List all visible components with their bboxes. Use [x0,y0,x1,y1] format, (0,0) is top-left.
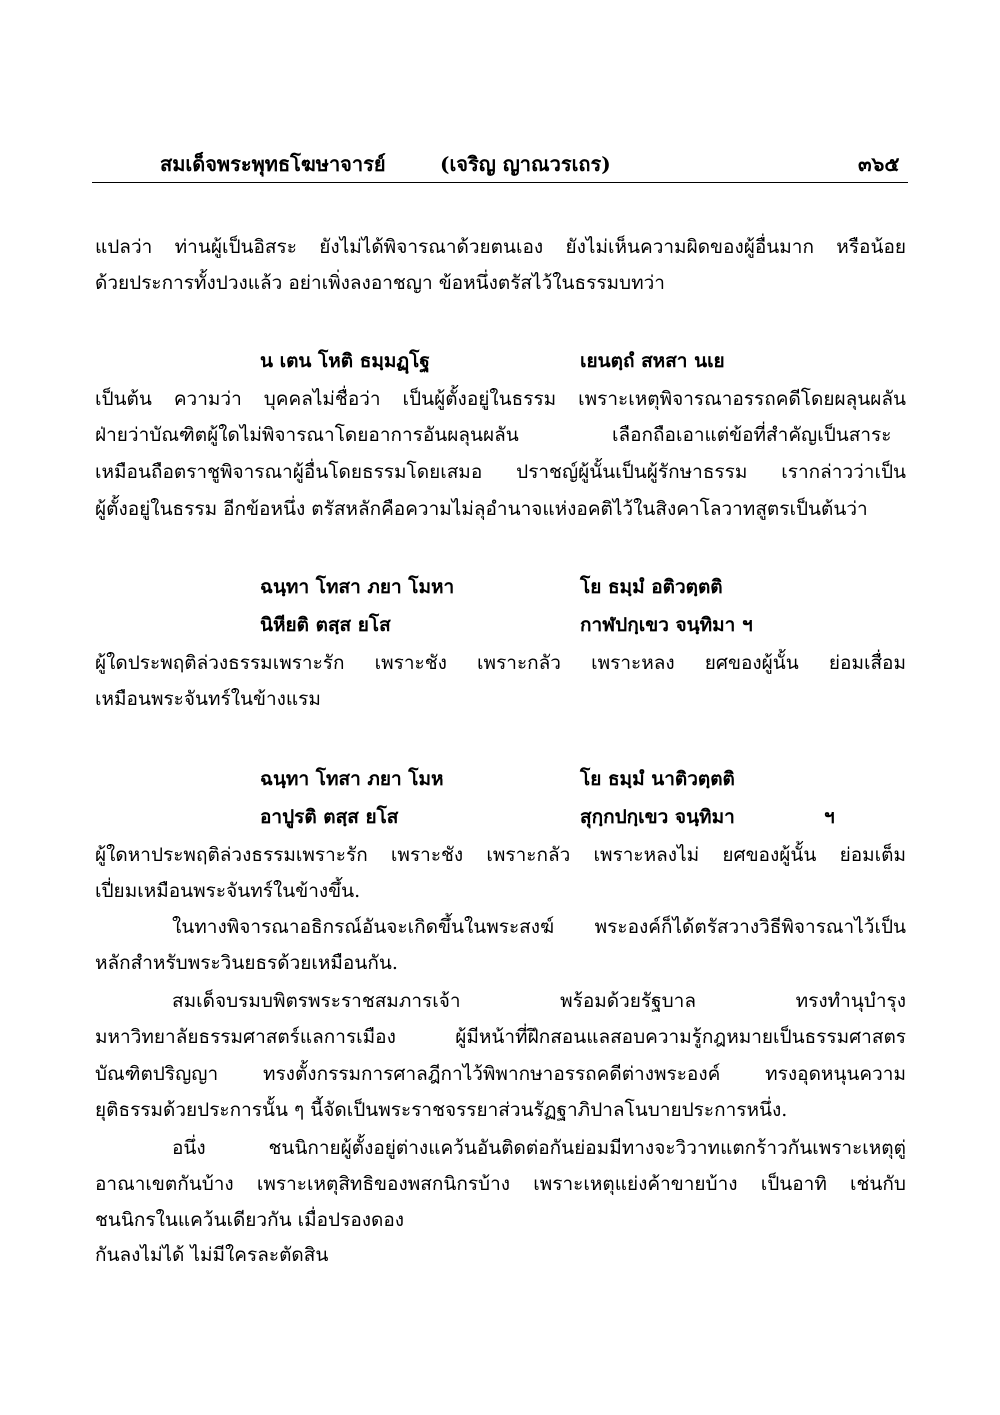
text-line: สมเด็จบรมบพิตรพระราชสมภารเจ้า พร้อมด้วยรัฐบาล ทรงทำนุบำรุง [172,990,906,1012]
text-line: อนึ่ง ชนนิกายผู้ตั้งอยู่ต่างแคว้นอันติดต่อกันย่อมมีทางจะวิวาทแตกร้าวกันเพราะเหตุตู่ [172,1137,906,1159]
verse-line: โย ธมฺมํ อติวตฺตติ [580,576,723,598]
verse-line: ฉนฺทา โทสา ภยา โมห [260,768,444,790]
text-line: ในทางพิจารณาอธิกรณ์อันจะเกิดขึ้นในพระสงฆ์ พระองค์ก็ได้ตรัสวางวิธีพิจารณาไว้เป็น [172,916,906,938]
text-line: บัณฑิตปริญญา ทรงตั้งกรรมการศาลฎีกาไว้พิพากษาอรรถคดีต่างพระองค์ ทรงอุดหนุนความ [95,1063,906,1085]
text-line: ผู้ใดประพฤติล่วงธรรมเพราะรัก เพราะชัง เพราะกลัว เพราะหลง ยศของผู้นั้น ย่อมเสื่อม [95,652,906,674]
text-line: เลือกถือเอาแต่ข้อที่สำคัญเป็นสาระ [612,424,892,446]
text-line: กันลงไม่ได้ ไม่มีใครละตัดสิน [95,1244,329,1266]
text-line: อาณาเขตกันบ้าง เพราะเหตุสิทธิของพสกนิกรบ้าง เพราะเหตุแย่งค้าขายบ้าง เป็นอาทิ เช่นกับ [95,1173,906,1195]
text-line: ยุติธรรมด้วยประการนั้น ๆ นี้จัดเป็นพระราชจรรยาส่วนรัฏฐาภิปาลโนบายประการหนึ่ง. [95,1099,788,1121]
verse-line: เยนตฺถํ สหสา นเย [580,350,725,372]
text-line: ฝ่ายว่าบัณฑิตผู้ใดไม่พิจารณาโดยอาการอันผลุนผลัน [95,424,519,446]
header-title: สมเด็จพระพุทธโฆษาจารย์ [160,152,386,176]
verse-line: น เตน โหติ ธมฺมฏฺโฐ [260,350,430,372]
text-line: ด้วยประการทั้งปวงแล้ว อย่าเพิ่งลงอาชญา ข้อหนึ่งตรัสไว้ในธรรมบทว่า [95,272,665,294]
header-rule [92,182,908,183]
text-line: ผู้ใดหาประพฤติล่วงธรรมเพราะรัก เพราะชัง เพราะกลัว เพราะหลงไม่ ยศของผู้นั้น ย่อมเต็ม [95,844,906,866]
verse-line: ฉนฺทา โทสา ภยา โมหา [260,576,455,598]
verse-line: โย ธมฺมํ นาติวตฺตติ [580,768,735,790]
text-line: เป็นต้น ความว่า บุคคลไม่ชื่อว่า เป็นผู้ตั้งอยู่ในธรรม เพราะเหตุพิจารณาอรรถคดีโดยผลุนผลัน [95,388,906,410]
text-line: เหมือนถือตราชูพิจารณาผู้อื่นโดยธรรมโดยเสมอ ปราชญ์ผู้นั้นเป็นผู้รักษาธรรม เรากล่าวว่าเป็น [95,461,906,483]
verse-line: ฯ [824,806,835,828]
verse-line: กาฬปกฺเขว จนฺทิมา ฯ [580,614,753,636]
text-line: แปลว่า ท่านผู้เป็นอิสระ ยังไม่ได้พิจารณาด้วยตนเอง ยังไม่เห็นความผิดของผู้อื่นมาก หรือน้อย [95,236,906,258]
verse-line: สุกฺกปกฺเขว จนฺทิมา [580,806,735,828]
verse-line: อาปูรติ ตสฺส ยโส [260,806,399,828]
verse-line: นิหียติ ตสฺส ยโส [260,614,391,636]
page-number: ๓๖๕ [858,152,900,176]
text-line: เหมือนพระจันทร์ในข้างแรม [95,688,321,710]
text-line: หลักสำหรับพระวินยธรด้วยเหมือนกัน. [95,952,398,974]
text-line: ผู้ตั้งอยู่ในธรรม อีกข้อหนึ่ง ตรัสหลักคือความไม่ลุอำนาจแห่งอคติไว้ในสิงคาโลวาทสูตรเป็นต้นว่า [95,498,868,520]
text-line: มหาวิทยาลัยธรรมศาสตร์แลการเมือง ผู้มีหน้าที่ฝึกสอนแลสอบความรู้กฎหมายเป็นธรรมศาสตร [95,1026,906,1048]
header-subtitle: (เจริญ ญาณวรเถร) [440,152,611,176]
text-line: ชนนิกรในแคว้นเดียวกัน เมื่อปรองดอง [95,1209,405,1231]
text-line: เปี่ยมเหมือนพระจันทร์ในข้างขึ้น. [95,880,361,902]
